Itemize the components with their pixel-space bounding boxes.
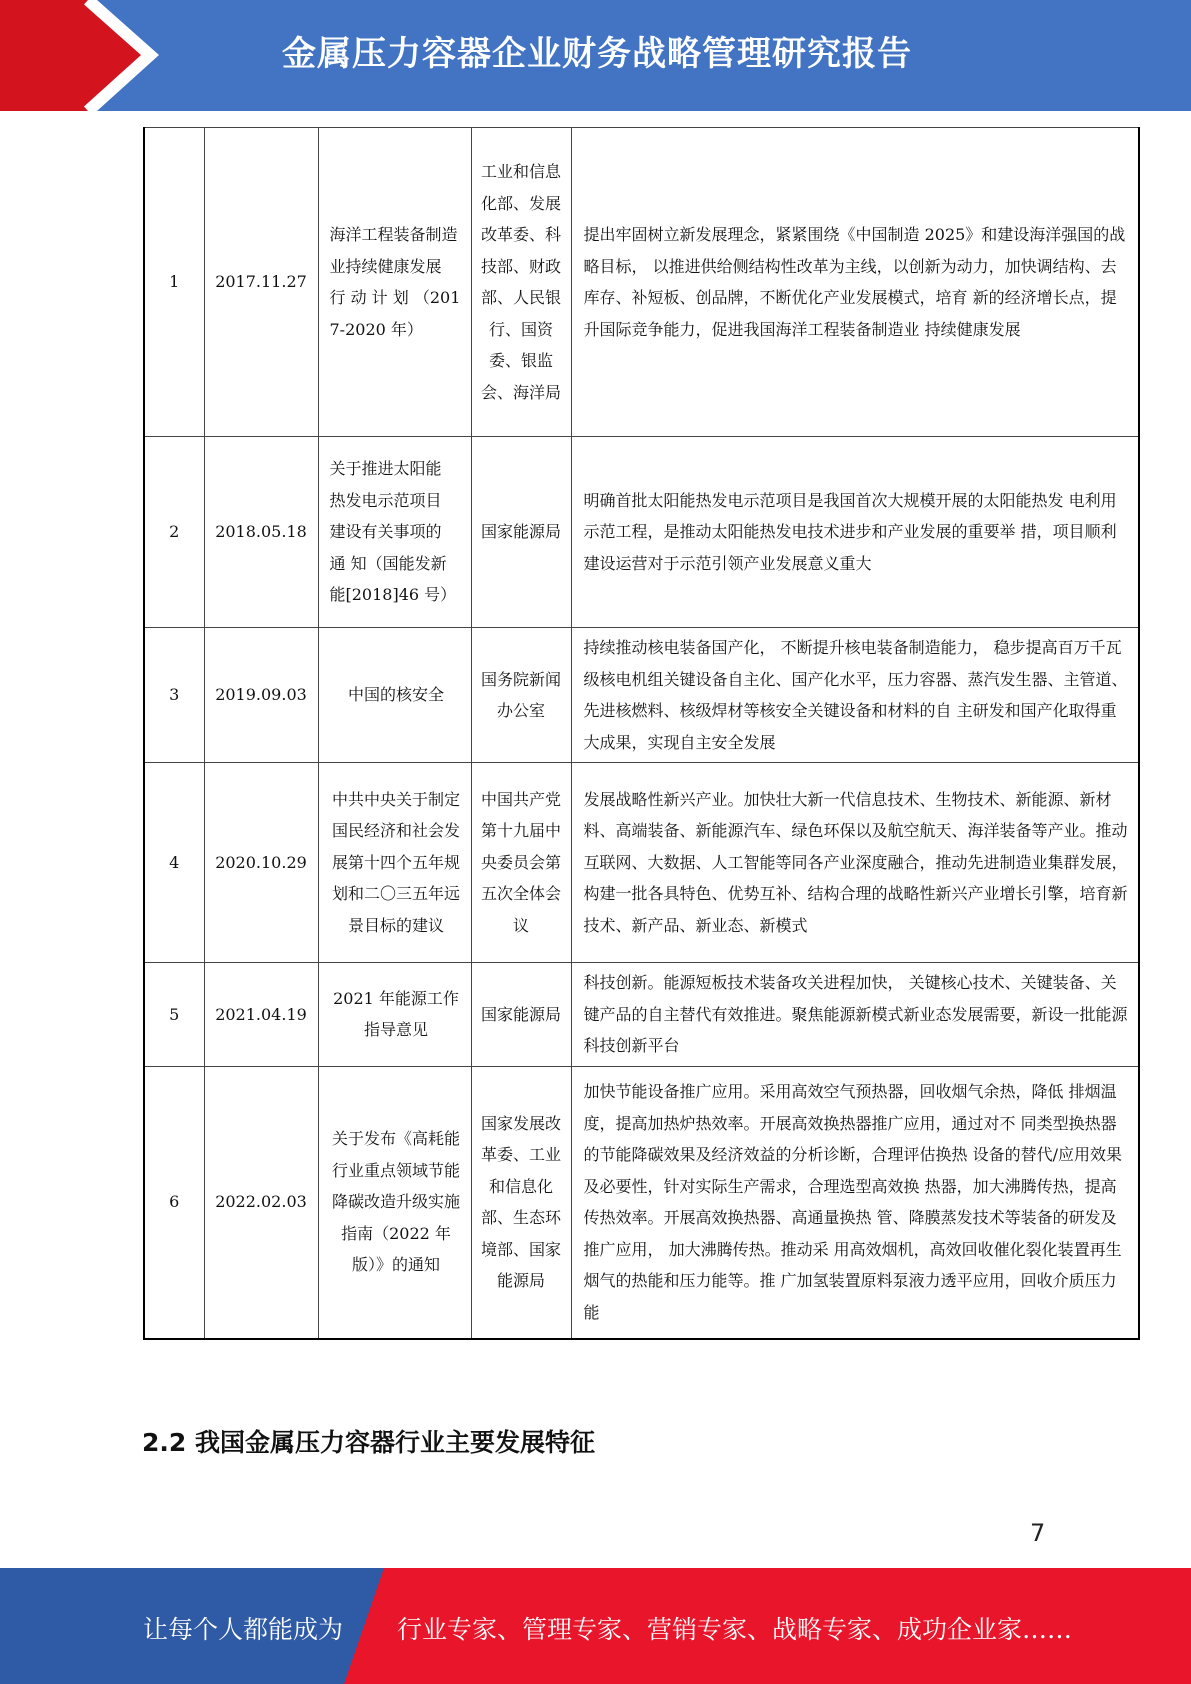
row-content: 持续推动核电装备国产化， 不断提升核电装备制造能力， 稳步提高百万千瓦级核电机组关键设备自主化、国产化水平，压力容器、蒸汽发生器、主管道、先进核燃料、核级焊材等核安全关键设备和材料的自 主研发和国产化取得重大成果，实现自主安全发展 xyxy=(571,628,1139,763)
row-number: 3 xyxy=(144,628,204,763)
row-policy-title: 2021 年能源工作 指导意见 xyxy=(318,963,471,1067)
section-heading: 2.2 我国金属压力容器行业主要发展特征 xyxy=(142,1428,595,1457)
row-content: 明确首批太阳能热发电示范项目是我国首次大规模开展的太阳能热发 电利用示范工程，是推动太阳能热发电技术进步和产业发展的重要举 措，项目顺利建设运营对于示范引领产业发展意义重大 xyxy=(571,437,1139,628)
row-policy-title: 关于推进太阳能 热发电示范项目 建设有关事项的 通 知（国能发新 能[2018]46 号） xyxy=(318,437,471,628)
row-department: 国家发展改革委、工业和信息化部、生态环境部、国家能源局 xyxy=(471,1066,571,1339)
row-department: 工业和信息化部、发展改革委、科技部、财政部、人民银行、国资委、银监会、海洋局 xyxy=(471,128,571,437)
row-date: 2022.02.03 xyxy=(204,1066,318,1339)
table-row xyxy=(144,763,1139,963)
row-policy-title: 中国的核安全 xyxy=(318,628,471,763)
footer-slogan-right: 行业专家、管理专家、营销专家、战略专家、成功企业家…… xyxy=(397,1615,1073,1644)
table-row xyxy=(144,128,1139,437)
footer-slogan-left: 让每个人都能成为 xyxy=(143,1615,344,1644)
table-row xyxy=(144,963,1139,1067)
row-policy-title: 中共中央关于制定国民经济和社会发展第十四个五年规划和二〇三五年远景目标的建议 xyxy=(318,763,471,963)
page-footer xyxy=(0,1568,1191,1684)
page-header xyxy=(0,0,1191,111)
row-number: 1 xyxy=(144,128,204,437)
row-date: 2021.04.19 xyxy=(204,963,318,1067)
page-number: 7 xyxy=(1030,1519,1046,1547)
row-date: 2017.11.27 xyxy=(204,128,318,437)
row-number: 5 xyxy=(144,963,204,1067)
report-title: 金属压力容器企业财务战略管理研究报告 xyxy=(282,34,912,74)
row-policy-title: 关于发布《高耗能行业重点领域节能降碳改造升级实施指南（2022 年版）》的通知 xyxy=(318,1066,471,1339)
table-row xyxy=(144,437,1139,628)
policy-table xyxy=(143,127,1140,1340)
row-date: 2020.10.29 xyxy=(204,763,318,963)
row-department: 国家能源局 xyxy=(471,963,571,1067)
row-content: 提出牢固树立新发展理念，紧紧围绕《中国制造 2025》和建设海洋强国的战略目标， 以推进供给侧结构性改革为主线，以创新为动力，加快调结构、去库存、补短板、创品牌，不断优化产业发展模式，培育 新的经济增长点，提升国际竞争能力，促进我国海洋工程装备制造业 持续健康发展 xyxy=(571,128,1139,437)
row-number: 6 xyxy=(144,1066,204,1339)
table-row xyxy=(144,1066,1139,1339)
row-number: 4 xyxy=(144,763,204,963)
row-content: 发展战略性新兴产业。加快壮大新一代信息技术、生物技术、新能源、新材料、高端装备、新能源汽车、绿色环保以及航空航天、海洋装备等产业。推动互联网、大数据、人工智能等同各产业深度融合，推动先进制造业集群发展，构建一批各具特色、优势互补、结构合理的战略性新兴产业增长引擎，培育新技术、新产品、新业态、新模式 xyxy=(571,763,1139,963)
row-content: 科技创新。能源短板技术装备攻关进程加快， 关键核心技术、关键装备、关键产品的自主替代有效推进。聚焦能源新模式新业态发展需要，新设一批能源科技创新平台 xyxy=(571,963,1139,1067)
row-date: 2019.09.03 xyxy=(204,628,318,763)
row-content: 加快节能设备推广应用。采用高效空气预热器，回收烟气余热，降低 排烟温度，提高加热炉热效率。开展高效换热器推广应用，通过对不 同类型换热器的节能降碳效果及经济效益的分析诊断，合理评估换热 设备的替代/应用效果及必要性，针对实际生产需求，合理选型高效换 热器，加大沸腾传热，提高传热效率。开展高效换热器、高通量换热 管、降膜蒸发技术等装备的研发及推广应用， 加大沸腾传热。推动采 用高效烟机，高效回收催化裂化装置再生烟气的热能和压力能等。推 广加氢装置原料泵液力透平应用，回收介质压力能 xyxy=(571,1066,1139,1339)
row-department: 国务院新闻办公室 xyxy=(471,628,571,763)
row-number: 2 xyxy=(144,437,204,628)
row-department: 中国共产党第十九届中央委员会第五次全体会议 xyxy=(471,763,571,963)
table-row xyxy=(144,628,1139,763)
row-department: 国家能源局 xyxy=(471,437,571,628)
row-policy-title: 海洋工程装备制造业持续健康发展 行 动 计 划 （2017-2020 年） xyxy=(318,128,471,437)
row-date: 2018.05.18 xyxy=(204,437,318,628)
